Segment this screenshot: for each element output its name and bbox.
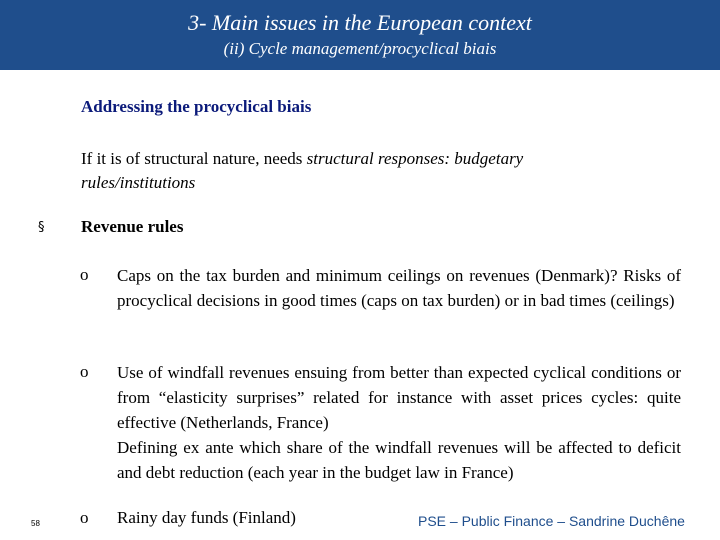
slide-title: 3- Main issues in the European context bbox=[188, 10, 532, 35]
sub-item-text bbox=[117, 505, 397, 530]
sub-item-paragraph: Use of windfall revenues ensuing from better than expected cyclical conditions or from “elasticity surprises” related for instance with asset prices cycles: quite effective (Netherlands, France) bbox=[117, 363, 681, 432]
sub-item-paragraph: Caps on the tax burden and minimum ceilings on revenues (Denmark)? Risks of procyclical decisions in good times (caps on tax burden) or in bad times (ceilings) bbox=[117, 266, 681, 310]
section-title: Addressing the procyclical biais bbox=[81, 97, 312, 116]
bullet-label: Revenue rules bbox=[81, 217, 184, 236]
section-bullet-icon: § bbox=[38, 220, 45, 235]
intro-italic-text: structural responses: budgetary rules/institutions bbox=[81, 149, 524, 192]
slide-subtitle: (ii) Cycle management/procyclical biais bbox=[223, 39, 497, 58]
sub-bullet-icon: o bbox=[80, 265, 89, 284]
sub-item-text bbox=[117, 263, 681, 313]
sub-bullet-icon: o bbox=[80, 362, 89, 381]
sub-item-text bbox=[117, 360, 681, 485]
sub-bullet-icon: o bbox=[80, 508, 89, 527]
page-number: 58 bbox=[31, 519, 40, 528]
slide-header bbox=[0, 0, 720, 70]
intro-plain-text: If it is of structural nature, needs bbox=[81, 149, 307, 168]
footer-credit: PSE – Public Finance – Sandrine Duchêne bbox=[418, 513, 685, 529]
sub-item-paragraph: Defining ex ante which share of the windfall revenues will be affected to deficit and debt reduction (each year in the budget law in France) bbox=[117, 438, 681, 482]
sub-item-paragraph: Rainy day funds (Finland) bbox=[117, 508, 296, 527]
intro-paragraph bbox=[81, 147, 641, 195]
